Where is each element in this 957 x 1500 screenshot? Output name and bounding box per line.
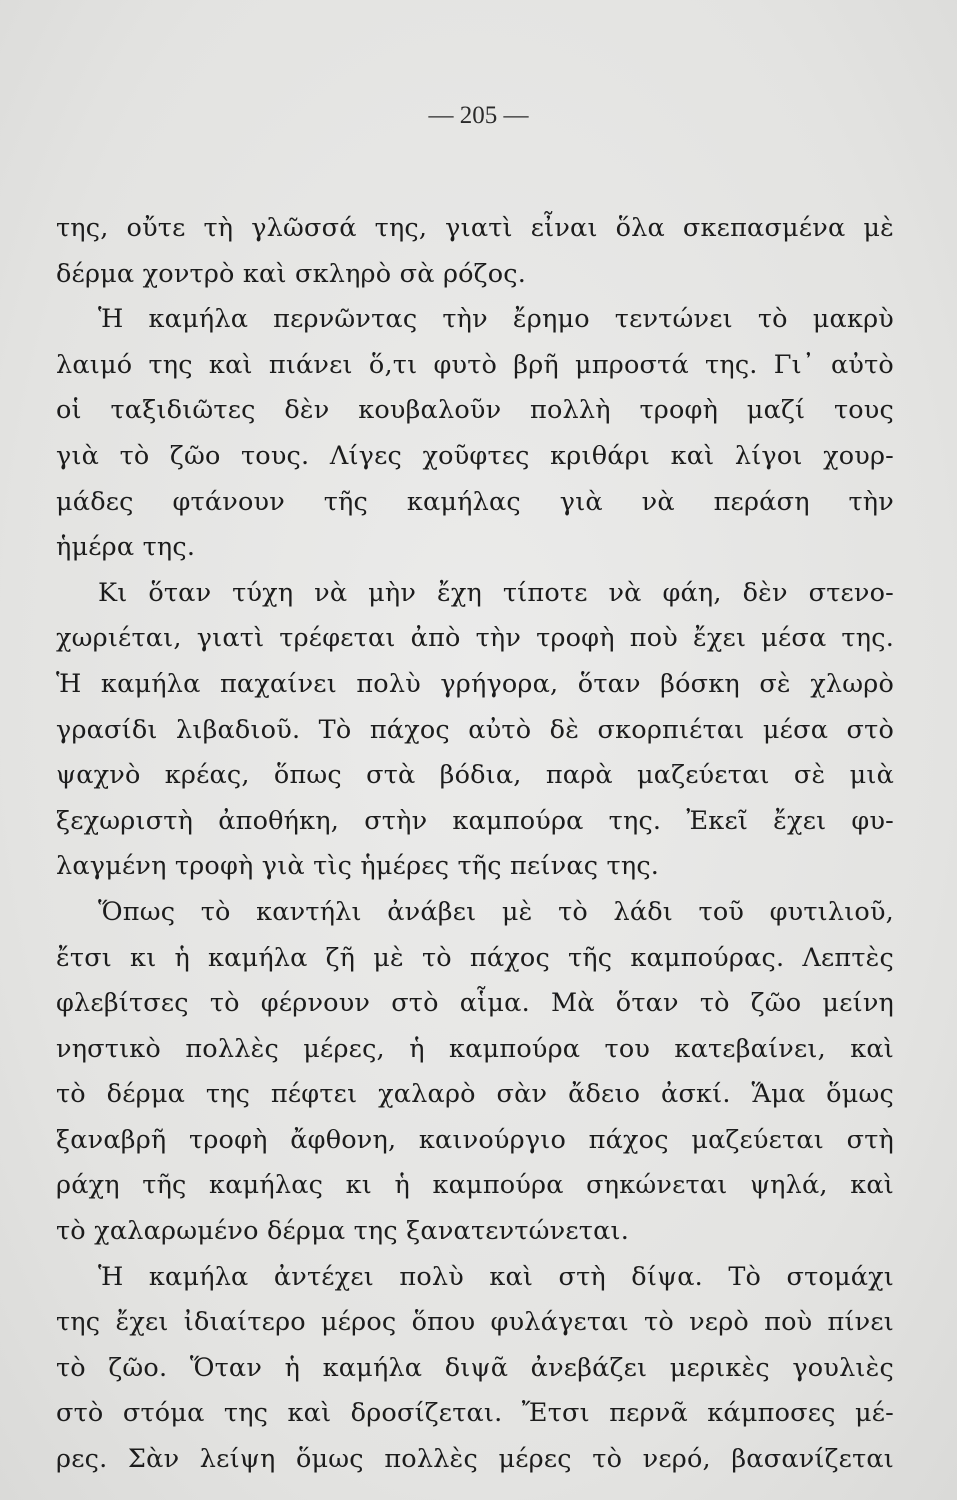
text-line: λαιμό της καὶ πιάνει ὅ,τι φυτὸ βρῆ μπροστά της. Γι᾿ αὐτὸ [56,349,894,380]
text-line: γρασίδι λιβαδιοῦ. Τὸ πάχος αὐτὸ δὲ σκορπιέται μέσα στὸ [56,714,894,745]
text-line: ξαναβρῆ τροφὴ ἄφθονη, καινούργιο πάχος μαζεύεται στὴ [56,1124,894,1155]
text-line: Ἡ καμήλα παχαίνει πολὺ γρήγορα, ὅταν βόσκη σὲ χλωρὸ [56,668,894,699]
text-line: τὸ δέρμα της πέφτει χαλαρὸ σὰν ἄδειο ἀσκί. Ἅμα ὅμως [56,1079,894,1110]
text-line: ξεχωριστὴ ἀποθήκη, στὴν καμπούρα της. Ἐκεῖ ἔχει φυ- [56,805,894,836]
text-line: νηστικὸ πολλὲς μέρες, ἡ καμπούρα του κατεβαίνει, καὶ [56,1033,894,1064]
text-line: χωριέται, γιατὶ τρέφεται ἀπὸ τὴν τροφὴ ποὺ ἔχει μέσα της. [56,623,894,654]
text-line: ψαχνὸ κρέας, ὅπως στὰ βόδια, παρὰ μαζεύεται σὲ μιὰ [56,760,894,791]
text-line: φλεβίτσες τὸ φέρνουν στὸ αἷμα. Μὰ ὅταν τὸ ζῶο μείνη [56,988,894,1019]
text-line: στὸ στόμα της καὶ δροσίζεται. Ἔτσι περνᾶ κάμποσες μέ- [56,1398,894,1429]
text-line: ράχη τῆς καμήλας κι ἡ καμπούρα σηκώνεται ψηλά, καὶ [56,1170,894,1201]
text-line: Ὅπως τὸ καντήλι ἀνάβει μὲ τὸ λάδι τοῦ φυτιλιοῦ, [98,896,894,927]
text-line: μάδες φτάνουν τῆς καμήλας γιὰ νὰ περάση τὴν [56,486,894,517]
text-line: ἔτσι κι ἡ καμήλα ζῆ μὲ τὸ πάχος τῆς καμπούρας. Λεπτὲς [56,942,894,973]
text-line: Ἡ καμήλα ἀντέχει πολὺ καὶ στὴ δίψα. Τὸ στομάχι [98,1261,894,1292]
text-line: της ἔχει ἰδιαίτερο μέρος ὅπου φυλάγεται τὸ νερὸ ποὺ πίνει [56,1307,894,1338]
text-line: οἱ ταξιδιῶτες δὲν κουβαλοῦν πολλὴ τροφὴ μαζί τους [56,395,894,426]
page-number: — 205 — [428,102,529,129]
text-line: Κι ὅταν τύχη νὰ μὴν ἔχη τίποτε νὰ φάη, δὲν στενο- [98,577,894,608]
text-line: τὸ χαλαρωμένο δέρμα της ξανατεντώνεται. [56,1216,630,1247]
text-line: ρες. Σὰν λείψη ὅμως πολλὲς μέρες τὸ νερό, βασανίζεται [56,1444,894,1475]
text-line: Ἡ καμήλα περνῶντας τὴν ἔρημο τεντώνει τὸ μακρὺ [98,304,894,335]
text-line: της, οὔτε τὴ γλῶσσά της, γιατὶ εἶναι ὅλα σκεπασμένα μὲ [56,213,894,243]
text-line: λαγμένη τροφὴ γιὰ τὶς ἡμέρες τῆς πείνας της. [56,851,660,882]
text-line: τὸ ζῶο. Ὅταν ἡ καμήλα διψᾶ ἀνεβάζει μερικὲς γουλιὲς [56,1352,894,1383]
text-line: ἡμέρα της. [56,532,196,563]
body-text [56,206,894,1483]
text-line: δέρμα χοντρὸ καὶ σκληρὸ σὰ ρόζος. [56,258,527,289]
text-line: γιὰ τὸ ζῶο τους. Λίγες χοῦφτες κριθάρι καὶ λίγοι χουρ- [56,440,894,471]
